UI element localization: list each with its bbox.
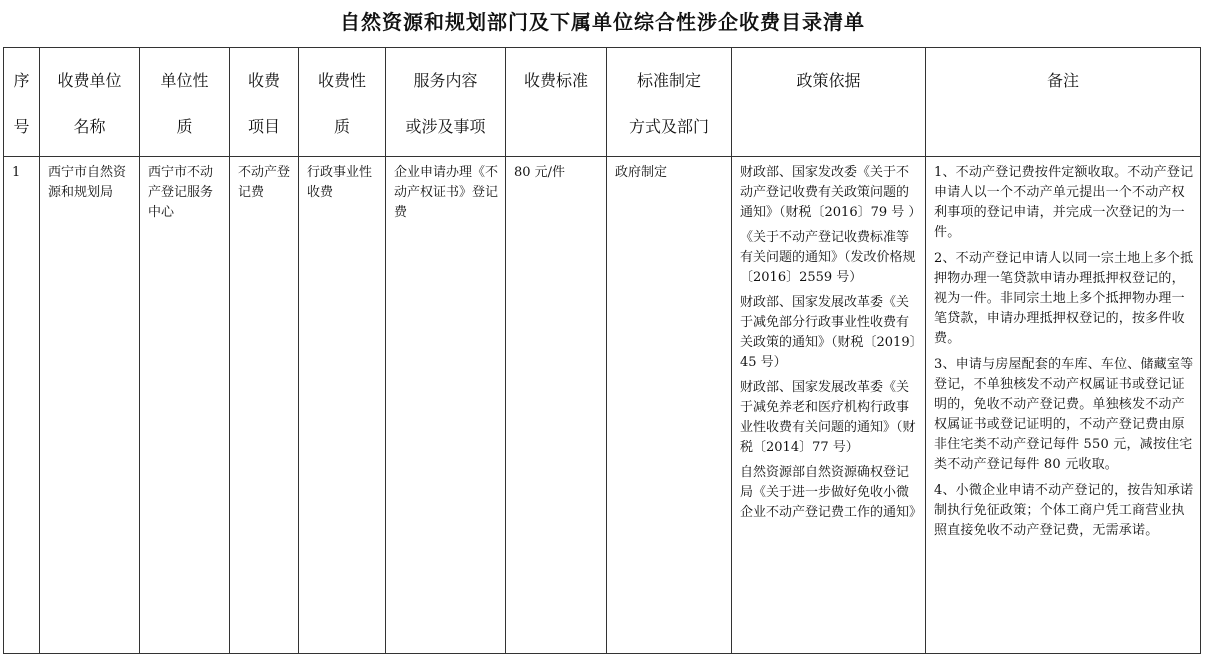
policy-item: 《关于不动产登记收费标准等有关问题的通知》（发改价格规〔2016〕2559 号） [740,230,916,285]
policy-item: 财政部、国家发改委《关于不动产登记收费有关政策问题的通知》（财税〔2016〕79 号 ） [740,165,922,220]
cell-method: 政府制定 [607,157,732,654]
table-row [4,157,1201,654]
fee-catalog-table [3,47,1201,654]
header-unit-name [40,48,140,157]
header-seq [4,48,40,157]
header-fee-item-line-1: 收费 [247,71,280,90]
remark-item: 3、申请与房屋配套的车库、车位、储藏室等登记，不单独核发不动产权属证书或登记证明的，免收不动产登记费。单独核发不动产权属证书或登记证明的，不动产登记费由原非住宅类不动产登记每件 550 元，减按住宅类不动产登记每件 80 元收取。 [934,357,1194,472]
header-policy [732,48,926,157]
header-method-line-1: 标准制定 [636,71,701,90]
header-fee-nature-line-2: 质 [333,117,350,136]
header-policy-line-1: 政策依据 [796,71,861,90]
header-seq-line-1: 序 [13,71,30,90]
header-service-line-2: 或涉及事项 [405,117,486,136]
document-title: 自然资源和规划部门及下属单位综合性涉企收费目录清单 [340,10,865,34]
header-unit-nature-line-1: 单位性 [160,71,209,90]
remark-item: 2、不动产登记申请人以同一宗土地上多个抵押物办理一笔贷款申请办理抵押权登记的，视为一件。非同宗土地上多个抵押物办理一笔贷款，申请办理抵押权登记的，按多件收费。 [934,251,1194,346]
header-remarks [926,48,1201,157]
header-unit-name-line-1: 收费单位 [57,71,122,90]
cell-seq: 1 [4,157,40,654]
header-unit-nature [140,48,230,157]
cell-fee-nature: 行政事业性收费 [299,157,386,654]
header-fee-nature [299,48,386,157]
header-fee-nature-line-1: 收费性 [317,71,366,90]
cell-fee-item: 不动产登记费 [230,157,299,654]
header-standard-line-1: 收费标准 [523,71,588,90]
table-header-row [4,48,1201,157]
header-remarks-line-1: 备注 [1046,71,1079,90]
policy-item: 自然资源部自然资源确权登记局《关于进一步做好免收小微企业不动产登记费工作的通知》 [740,465,923,520]
cell-policy [732,157,926,654]
header-fee-item-line-2: 项目 [247,117,280,136]
cell-standard: 80 元/件 [506,157,607,654]
header-seq-line-2: 号 [13,117,30,136]
remark-item: 1、不动产登记费按件定额收取。不动产登记申请人以一个不动产单元提出一个不动产权利事项的登记申请，并完成一次登记的为一件。 [934,165,1194,240]
header-standard [506,48,607,157]
cell-unit-name: 西宁市自然资源和规划局 [40,157,140,654]
policy-item: 财政部、国家发展改革委《关于减免部分行政事业性收费有关政策的通知》（财税〔2019〕45 号） [740,295,917,370]
header-service [386,48,506,157]
cell-service: 企业申请办理《不动产权证书》登记费 [386,157,506,654]
header-method-line-2: 方式及部门 [628,117,709,136]
policy-item: 财政部、国家发展改革委《关于减免养老和医疗机构行政事业性收费有关问题的通知》（财税〔2014〕77 号） [740,380,916,455]
cell-remarks [926,157,1201,654]
header-unit-name-line-2: 名称 [73,117,106,136]
remark-item: 4、小微企业申请不动产登记的，按告知承诺制执行免征政策；个体工商户凭工商营业执照直接免收不动产登记费，无需承诺。 [934,483,1194,538]
header-service-line-1: 服务内容 [413,71,478,90]
cell-unit-nature: 西宁市不动产登记服务中心 [140,157,230,654]
header-method [607,48,732,157]
header-unit-nature-line-2: 质 [176,117,193,136]
header-fee-item [230,48,299,157]
